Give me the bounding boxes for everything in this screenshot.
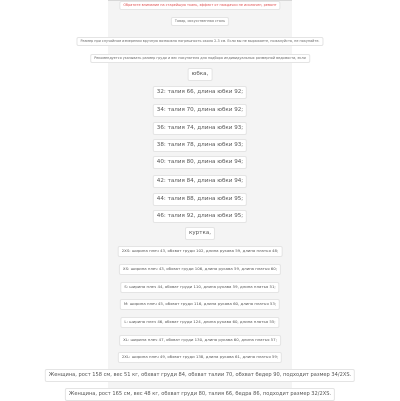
jacket-size-row: M: ширина плеч 45, обхват груди 116, длина рукава 60, длина платья 53; (120, 299, 280, 310)
size-chart-document (48, 0, 352, 400)
skirt-size-row: 32: талия 66, длина юбки 92; (153, 86, 247, 99)
skirt-heading: юбка, (188, 68, 213, 81)
model-description: Женщина, рост 158 см, вес 51 кг, обхват груди 84, обхват талии 70, обхват бедер 90, подходит размер 34/2XS. (45, 369, 355, 382)
skirt-size-row: 36: талия 74, длина юбки 93; (153, 122, 247, 135)
jacket-size-row: 2XL: ширина плеч 49, обхват груди 138, длина рукава 61, длина платья 59; (118, 352, 282, 363)
notice-line-4: Рекомендуется указывать размер груди и вес покупателя для подбора индивидуальных размерной ведомости, если (90, 54, 310, 63)
skirt-size-row: 44: талия 88, длина юбки 95; (153, 193, 247, 206)
jacket-size-row: XS: ширина плеч 43, обхват груди 106, длина рукава 59, длина платья 60; (119, 264, 281, 275)
skirt-size-row: 40: талия 80, длина юбки 94; (153, 156, 247, 169)
skirt-size-row: 34: талия 70, длина юбки 92; (153, 104, 247, 117)
skirt-size-row: 42: талия 84, длина юбки 94; (153, 175, 247, 188)
model-description: Женщина, рост 165 см, вес 48 кг, обхват груди 80, талия 66, бедра 86, подходит размер 32/2XS. (65, 388, 335, 401)
skirt-size-row: 38: талия 78, длина юбки 93; (153, 139, 247, 152)
jacket-size-row: XL: ширина плеч 47, обхват груди 130, длина рукава 60, длина платья 57; (119, 335, 281, 346)
notice-line-1: Обратите внимание на старейшую ткань, эффект от наждачки не исключен, ремонт (119, 1, 280, 10)
jacket-size-row: S: ширина плеч 44, обхват груди 110, длина рукава 59, длина платья 51; (120, 282, 279, 293)
notice-line-2: Товар, искусственная сталь (171, 17, 229, 26)
jacket-heading: куртка, (185, 227, 215, 240)
jacket-size-row: 2XS: ширина плеч 43, обхват груди 102, длина рукава 59, длина платья 48; (118, 246, 283, 257)
jacket-size-row: L: ширина плеч 46, обхват груди 124, длина рукава 60, длина платья 55; (120, 317, 279, 328)
skirt-size-row: 46: талия 92, длина юбки 95; (153, 210, 247, 223)
notice-line-3: Размер при случайном измерении вручную возможна погрешность около 2-3 см. Если вы не выражаете, пожалуйста, не покупайте. (76, 37, 323, 46)
